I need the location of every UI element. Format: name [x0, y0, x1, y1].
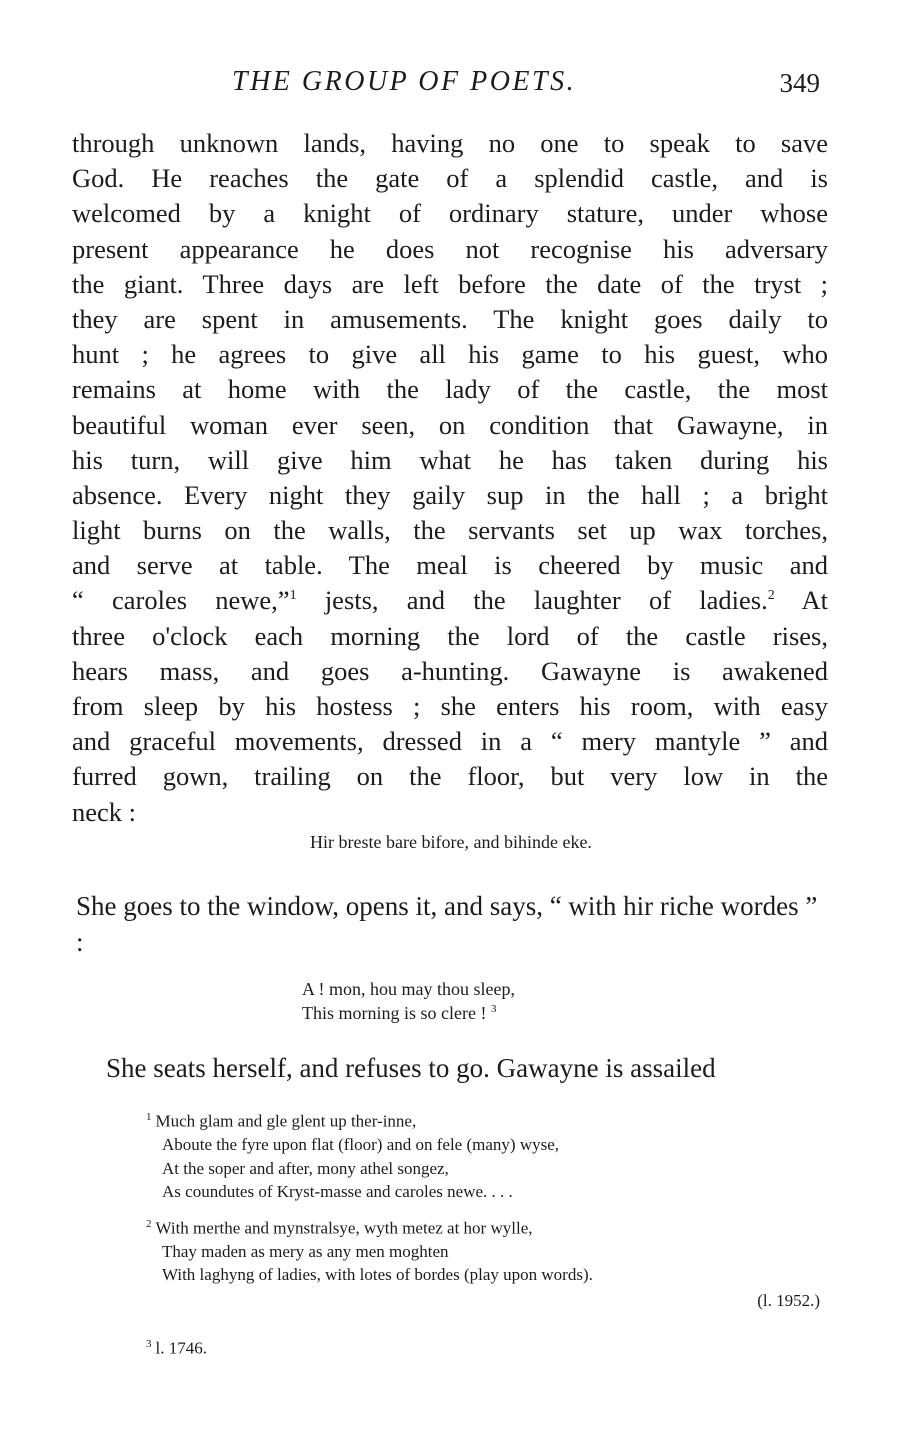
text-line: they are spent in amusements. The knight goes daily to	[72, 303, 828, 334]
text-line-with-notes	[72, 583, 828, 618]
text-line: through unknown lands, having no one to speak to save	[72, 128, 828, 158]
text-line: hears mass, and goes a-hunting. Gawayne is awakened	[72, 655, 828, 686]
footnote-ref-3: 3	[490, 1003, 497, 1015]
text-line: light burns on the walls, the servants set up wax torches,	[72, 515, 828, 546]
footnote-line: Thay maden as mery as any men moghten	[162, 1241, 449, 1261]
verse-line-with-note	[302, 1001, 515, 1025]
footnote-ref-2: 2	[767, 588, 775, 604]
text-line: and graceful movements, dressed in a “ mery mantyle ” and	[72, 726, 828, 757]
footnote-line: With laghyng of ladies, with lotes of bordes (play upon words).	[162, 1265, 593, 1285]
text-line: remains at home with the lady of the castle, the most	[72, 374, 828, 405]
text-line: and serve at table. The meal is cheered by music and	[72, 550, 828, 581]
footnote-line: Aboute the fyre upon flat (floor) and on fele (many) wyse,	[162, 1135, 560, 1155]
verse-quotation-1	[0, 832, 900, 853]
text-line: three o'clock each morning the lord of the castle rises,	[72, 620, 828, 651]
verse-text: This morning is so clere !	[302, 1003, 487, 1023]
footnotes	[146, 1106, 836, 1321]
text-fragment: “ caroles newe,”	[72, 585, 290, 616]
paragraph-3: She seats herself, and refuses to go. Gawayne is assailed	[106, 1053, 716, 1083]
text-fragment: jests, and the laughter of ladies.	[296, 585, 768, 616]
text-line: hunt ; he agrees to give all his game to his guest, who	[72, 339, 828, 370]
text-line: his turn, will give him what he has taken during his	[72, 444, 828, 475]
footnote-mark: 2	[146, 1217, 152, 1230]
page-number: 349	[779, 68, 820, 98]
paragraph-1	[72, 126, 828, 830]
text-line: neck :	[72, 796, 137, 827]
footnote-line	[146, 1106, 836, 1133]
footnote-line-reference: (l. 1952.)	[757, 1290, 820, 1310]
verse-line: Hir breste bare bifore, and bihinde eke.	[310, 832, 592, 852]
text-line: the giant. Three days are left before the date of the tryst ;	[72, 268, 828, 299]
verse-quotation-2	[302, 977, 515, 1025]
footnote-ref-1: 1	[289, 588, 297, 604]
text-line: present appearance he does not recognise his adversary	[72, 233, 828, 264]
text-line: from sleep by his hostess ; she enters his room, with easy	[72, 691, 828, 721]
text-line: God. He reaches the gate of a splendid castle, and is	[72, 163, 828, 194]
running-title: THE GROUP OF POETS.	[232, 66, 577, 97]
footnote-line: As coundutes of Kryst-masse and caroles newe. . . .	[162, 1182, 513, 1202]
footnote-line	[146, 1213, 836, 1240]
text-line: furred gown, trailing on the floor, but very low in the	[72, 761, 828, 792]
running-head	[0, 66, 900, 106]
footnote-mark: 1	[146, 1111, 152, 1123]
footnote-1	[146, 1106, 836, 1204]
footnote-text: Much glam and gle glent up ther-inne,	[155, 1111, 417, 1131]
footnote-mark: 3	[146, 1338, 152, 1350]
text-line: welcomed by a knight of ordinary stature, under whose	[72, 198, 828, 229]
verse-line: A ! mon, hou may thou sleep,	[302, 979, 515, 999]
footnote-text: With merthe and mynstralsye, wyth metez at hor wylle,	[155, 1218, 533, 1238]
footnote-line: At the soper and after, mony athel songez,	[162, 1158, 449, 1178]
text-line: beautiful woman ever seen, on condition that Gawayne, in	[72, 409, 828, 440]
footnote-text: l. 1746.	[155, 1338, 207, 1358]
text-fragment: At	[774, 585, 828, 616]
footnote-3	[146, 1338, 207, 1359]
footnote-2	[146, 1213, 836, 1313]
paragraph-2: She goes to the window, opens it, and says, “ with hir riche wordes ” :	[76, 891, 818, 957]
text-line: absence. Every night they gaily sup in the hall ; a bright	[72, 479, 828, 510]
